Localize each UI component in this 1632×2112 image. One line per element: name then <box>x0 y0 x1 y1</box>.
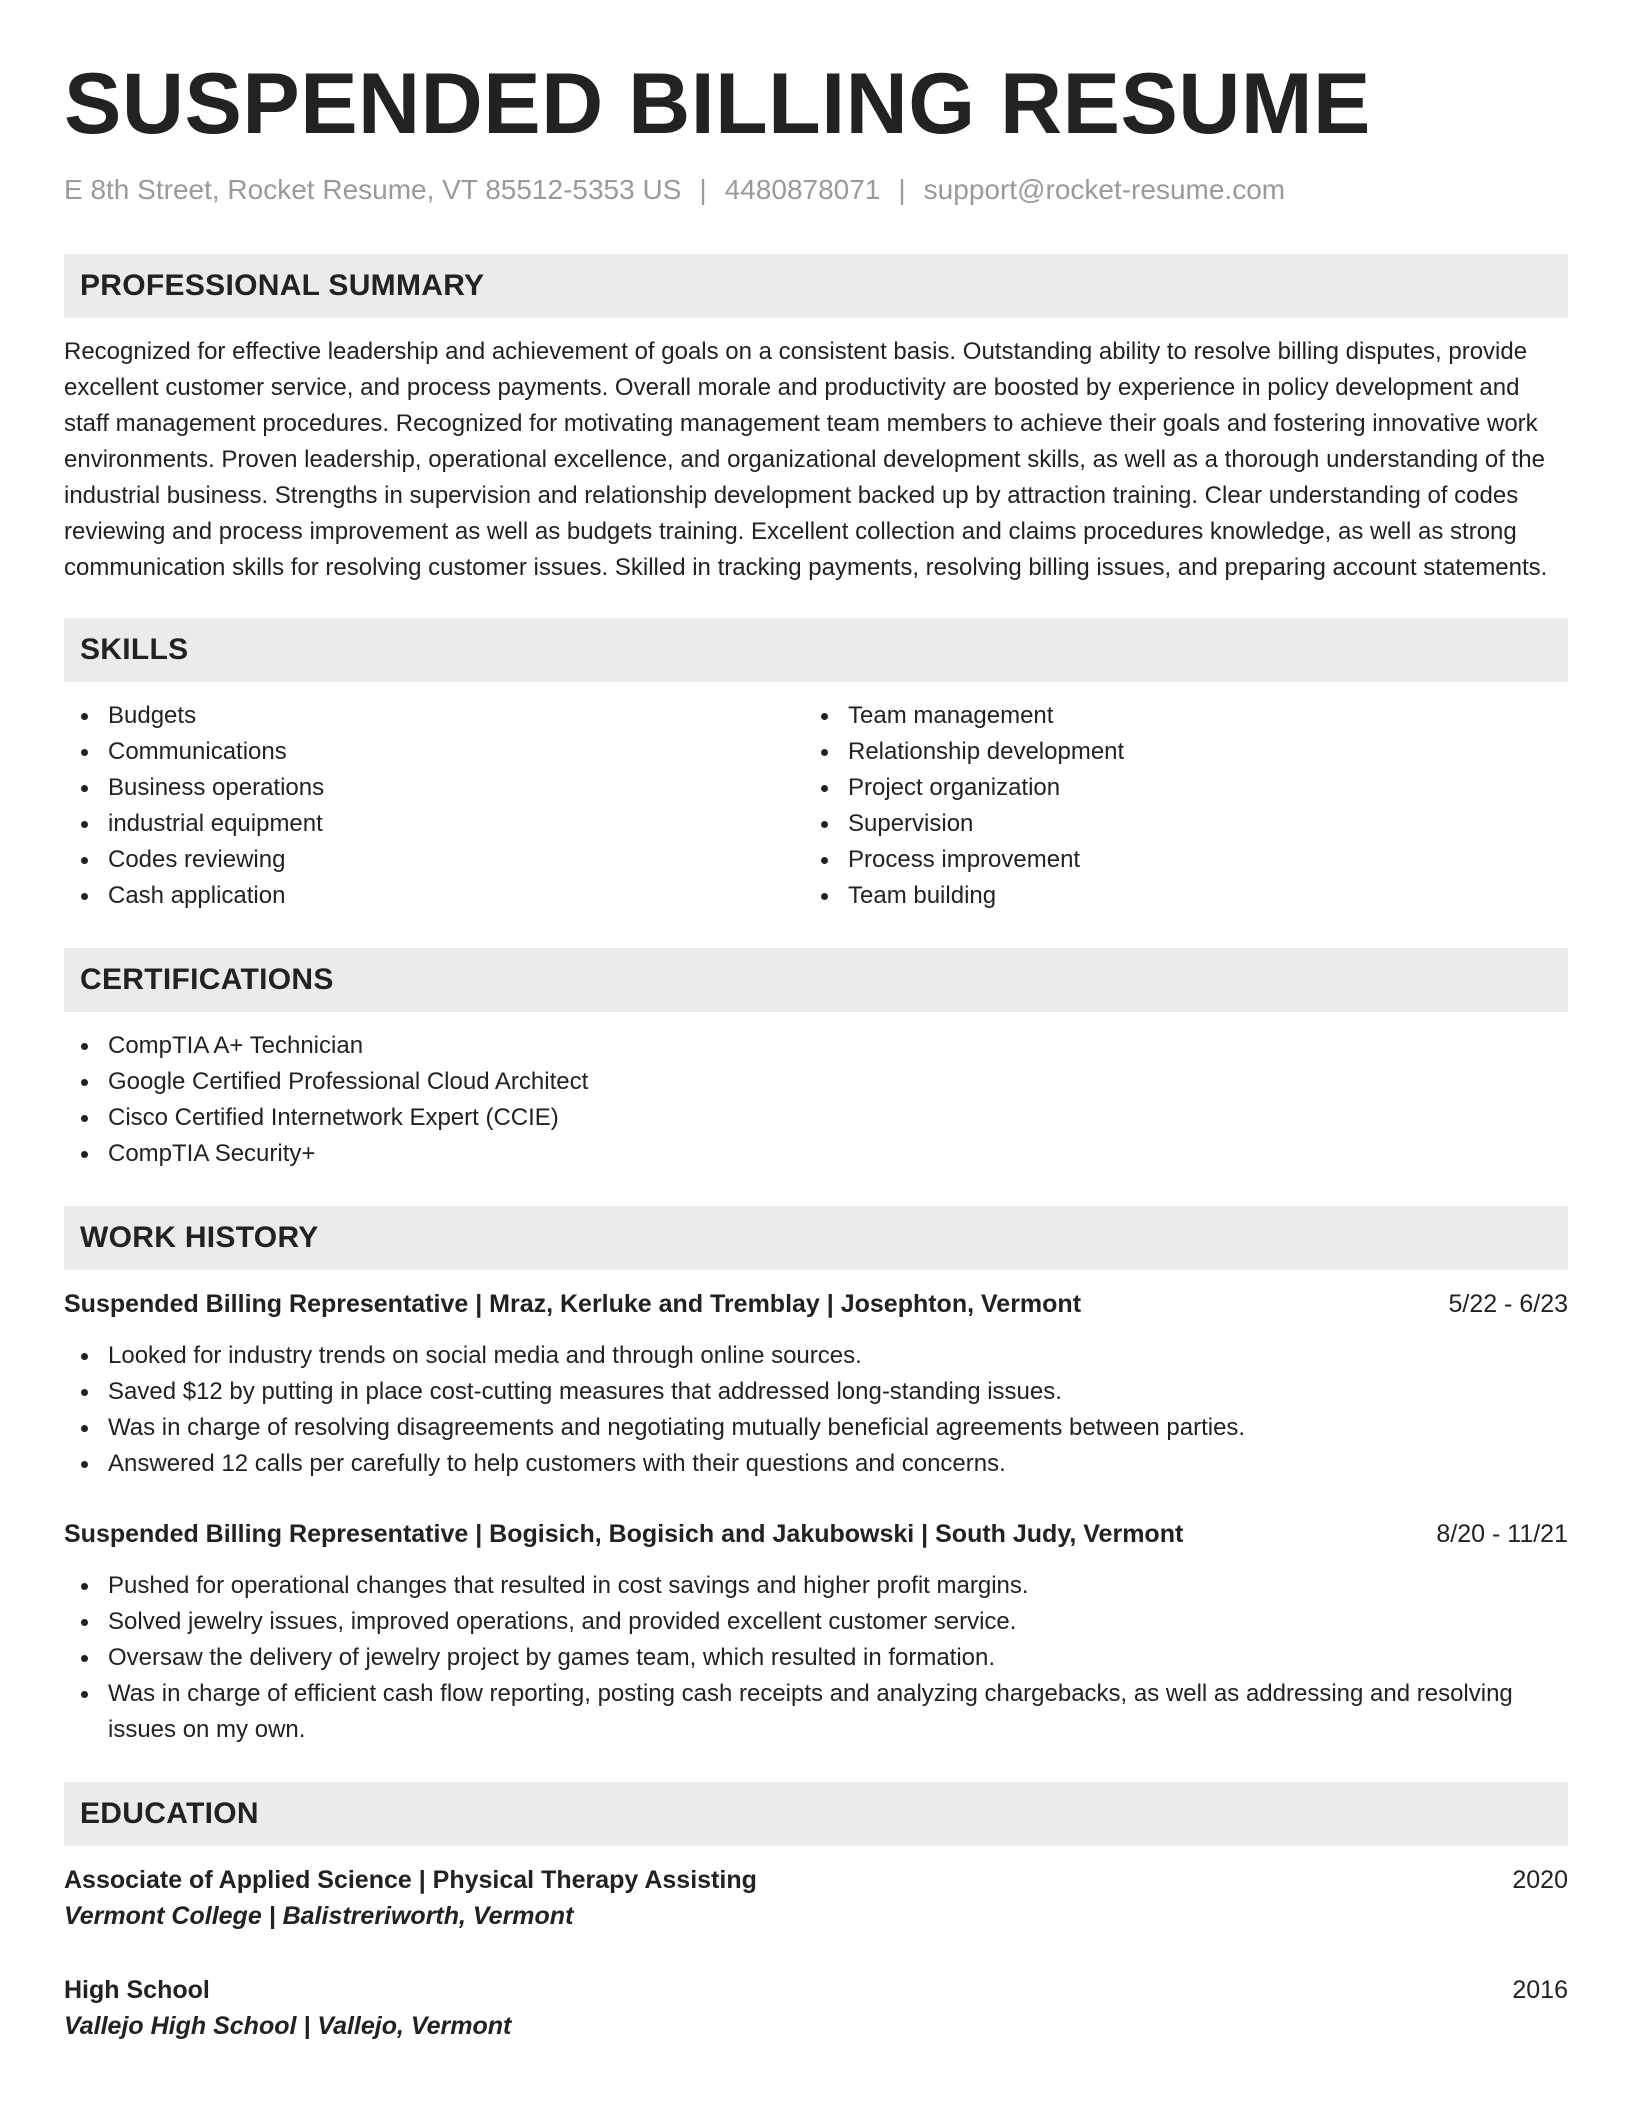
skill-item: Process improvement <box>804 842 1544 878</box>
education-degree: Associate of Applied Science | Physical Therapy Assisting <box>64 1866 757 1894</box>
job-title: Suspended Billing Representative | Bogisich, Bogisich and Jakubowski | South Judy, Vermont <box>64 1520 1184 1548</box>
certification-item: Cisco Certified Internetwork Expert (CCIE) <box>64 1100 1568 1136</box>
education-school: Vermont College | Balistreriworth, Vermont <box>64 1902 574 1930</box>
section-heading-education: EDUCATION <box>64 1782 1568 1846</box>
job-title: Suspended Billing Representative | Mraz, Kerluke and Tremblay | Josephton, Vermont <box>64 1290 1082 1318</box>
job-bullet: Looked for industry trends on social media and through online sources. <box>64 1338 1568 1374</box>
contact-separator: | <box>898 174 906 205</box>
job-bullet: Saved $12 by putting in place cost-cutting measures that addressed long-standing issues. <box>64 1374 1568 1410</box>
job-entry <box>64 1516 1568 1748</box>
section-heading-certifications: CERTIFICATIONS <box>64 948 1568 1012</box>
contact-separator: | <box>699 174 707 205</box>
skill-item: Cash application <box>64 878 804 914</box>
section-heading-work-history: WORK HISTORY <box>64 1206 1568 1270</box>
job-bullet: Answered 12 calls per carefully to help customers with their questions and concerns. <box>64 1446 1568 1482</box>
skill-item: Supervision <box>804 806 1544 842</box>
skill-item: Team building <box>804 878 1544 914</box>
skills-column-right <box>804 698 1544 914</box>
skill-item: industrial equipment <box>64 806 804 842</box>
contact-email: support@rocket-resume.com <box>923 174 1286 205</box>
job-header <box>64 1516 1568 1552</box>
certifications-list <box>64 1028 1568 1172</box>
job-bullet: Solved jewelry issues, improved operations, and provided excellent customer service. <box>64 1604 1568 1640</box>
job-dates: 8/20 - 11/21 <box>1436 1520 1568 1548</box>
contact-address: E 8th Street, Rocket Resume, VT 85512-5353 US <box>64 174 682 205</box>
job-bullet: Was in charge of resolving disagreements and negotiating mutually beneficial agreements between parties. <box>64 1410 1568 1446</box>
education-entry <box>64 1972 1568 2044</box>
certification-item: CompTIA Security+ <box>64 1136 1568 1172</box>
skill-item: Project organization <box>804 770 1544 806</box>
skills-column-left <box>64 698 804 914</box>
skill-item: Codes reviewing <box>64 842 804 878</box>
education-school: Vallejo High School | Vallejo, Vermont <box>64 2012 512 2040</box>
job-bullets <box>64 1568 1568 1748</box>
skill-item: Team management <box>804 698 1544 734</box>
contact-phone: 4480878071 <box>724 174 881 205</box>
education-entry <box>64 1862 1568 1934</box>
job-bullet: Pushed for operational changes that resulted in cost savings and higher profit margins. <box>64 1568 1568 1604</box>
skill-item: Relationship development <box>804 734 1544 770</box>
certification-item: CompTIA A+ Technician <box>64 1028 1568 1064</box>
section-heading-summary: PROFESSIONAL SUMMARY <box>64 254 1568 318</box>
contact-line <box>64 172 1568 208</box>
summary-text: Recognized for effective leadership and achievement of goals on a consistent basis. Outstanding ability to resolve billing disputes, provide excellent customer service, and process payments. Overall morale and productivity are boosted by experience in policy development and staff management procedures. Recognized for motivating management team members to achieve their goals and fostering innovative work environments. Proven leadership, operational excellence, and organizational development skills, as well as a thorough understanding of the industrial business. Strengths in supervision and relationship development backed up by attraction training. Clear understanding of codes reviewing and process improvement as well as budgets training. Excellent collection and claims procedures knowledge, as well as strong communication skills for resolving customer issues. Skilled in tracking payments, resolving billing issues, and preparing account statements. <box>64 338 1548 581</box>
education-year: 2016 <box>1512 1976 1568 2004</box>
resume-title: SUSPENDED BILLING RESUME <box>64 56 1371 152</box>
education-header <box>64 1972 1568 2008</box>
job-bullet: Oversaw the delivery of jewelry project by games team, which resulted in formation. <box>64 1640 1568 1676</box>
skill-item: Communications <box>64 734 804 770</box>
certification-item: Google Certified Professional Cloud Architect <box>64 1064 1568 1100</box>
job-entry <box>64 1286 1568 1482</box>
job-dates: 5/22 - 6/23 <box>1448 1290 1568 1318</box>
education-header <box>64 1862 1568 1898</box>
skill-item: Business operations <box>64 770 804 806</box>
job-bullets <box>64 1338 1568 1482</box>
skill-item: Budgets <box>64 698 804 734</box>
job-header <box>64 1286 1568 1322</box>
section-heading-skills: SKILLS <box>64 618 1568 682</box>
education-degree: High School <box>64 1976 210 2004</box>
job-bullet: Was in charge of efficient cash flow reporting, posting cash receipts and analyzing chargebacks, as well as addressing and resolving issues on my own. <box>64 1676 1568 1748</box>
skills-list <box>64 698 1568 914</box>
education-year: 2020 <box>1512 1866 1568 1894</box>
